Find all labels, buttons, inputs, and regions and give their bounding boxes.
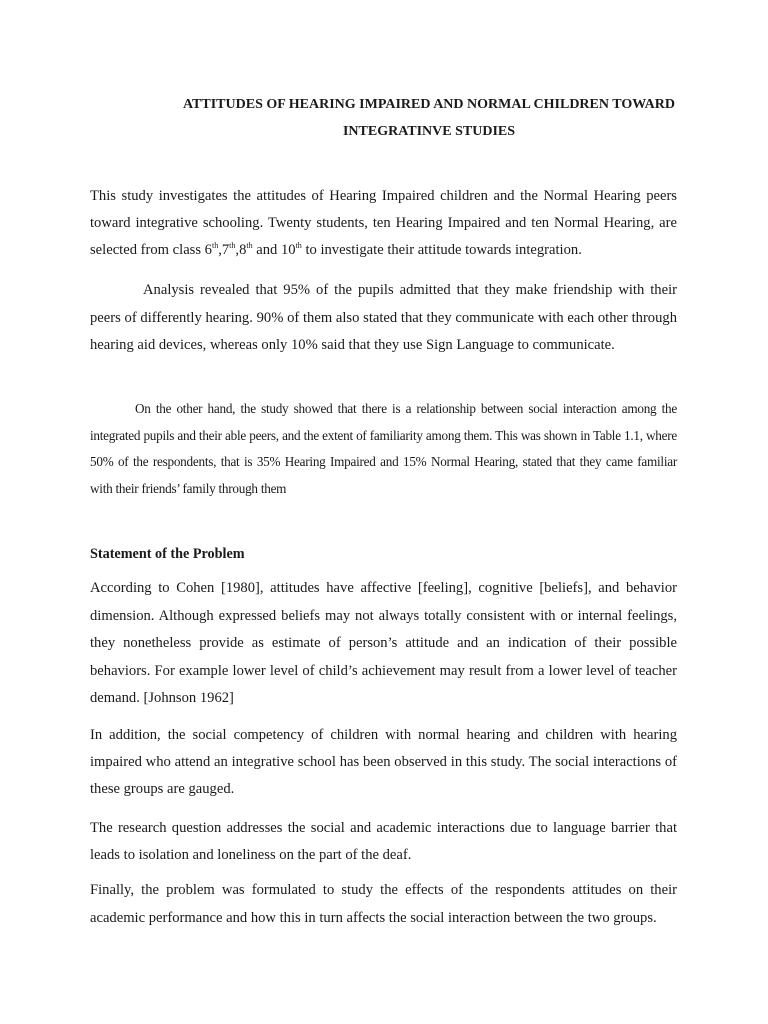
title-line-2: INTEGRATINVE STUDIES	[342, 124, 516, 139]
abstract-paragraph-1	[90, 183, 677, 264]
title-line-1: ATTITUDES OF HEARING IMPAIRED AND NORMAL CHILDREN TOWARD	[182, 97, 675, 112]
and-class-10: and 10	[252, 242, 296, 258]
section-heading: Statement of the Problem	[90, 546, 245, 562]
class-7: 7	[221, 242, 230, 258]
section-paragraph-1: According to Cohen [1980], attitudes have affective [feeling], cognitive [beliefs], and behavior dimension. Although expressed beliefs may not always totally consistent with or internal feelings, they nonetheless provide as estimate of person’s attitude and an indication of their possible behaviors. For example lower level of child’s achievement may result from a lower level of teacher demand. [Johnson 1962]	[90, 580, 677, 706]
class-8: 8	[239, 242, 247, 258]
abstract-paragraph-3	[90, 396, 677, 502]
section-paragraph-3: The research question addresses the social and academic interactions due to language barrier that leads to isolation and loneliness on the part of the deaf.	[90, 820, 677, 863]
abstract-p1-end: to investigate their attitude towards integration.	[301, 242, 582, 258]
document-title	[90, 91, 768, 145]
superscript-th: th	[229, 241, 236, 251]
section-paragraph-2: In addition, the social competency of children with normal hearing and children with hearing impaired who attend an integrative school has been observed in this study. The social interactions of these groups are gauged.	[90, 727, 677, 797]
superscript-th: th	[211, 241, 219, 251]
section-paragraph-4: Finally, the problem was formulated to study the effects of the respondents attitudes on their academic performance and how this in turn affects the social interaction between the two groups.	[90, 882, 677, 926]
abstract-p2-text: Analysis revealed that 95% of the pupils admitted that they make friendship with their peers of differently hearing. 90% of them also stated that they communicate with each other through hearing aid devices, whereas only 10% said that they use Sign Language to communicate.	[90, 282, 677, 353]
comma: ,	[235, 242, 240, 258]
superscript-th: th	[295, 241, 302, 251]
abstract-p3-text: On the other hand, the study showed that there is a relationship between social interaction among the integrated pupils and their able peers, and the extent of familiarity among them. This was shown in Table 1.1, where 50% of the respondents, that is 35% Hearing Impaired and 15% Normal Hearing, stated that they came familiar with their friends’ family through them	[90, 401, 677, 496]
comma: ,	[218, 242, 222, 258]
superscript-th: th	[246, 241, 253, 251]
abstract-paragraph-2	[90, 277, 677, 360]
abstract-p1-text: This study investigates the attitudes of Hearing Impaired children and the Normal Hearing peers toward integrative schooling. Twenty students, ten Hearing Impaired and ten Normal Hearing, are selected from class 6	[90, 188, 677, 258]
